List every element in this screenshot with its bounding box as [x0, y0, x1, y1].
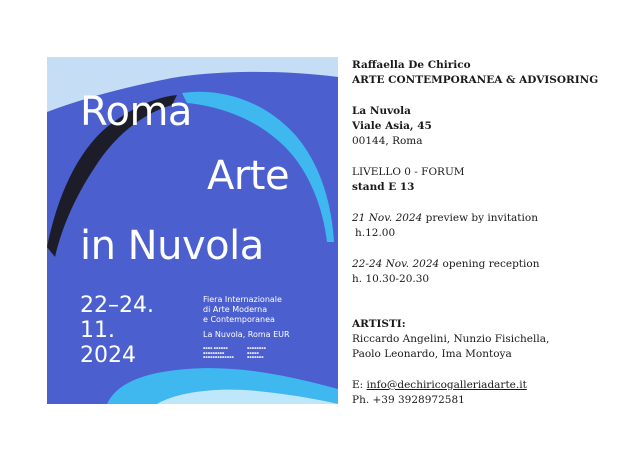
- poster-dates: [80, 293, 154, 368]
- email-line: [352, 378, 632, 393]
- artists-line-1: Riccardo Angelini, Nunzio Fisichella,: [352, 333, 550, 345]
- email-link[interactable]: info@dechiricogalleriadarte.it: [366, 379, 527, 391]
- artists-block: [352, 317, 632, 362]
- preview-time: h.12.00: [355, 227, 396, 239]
- opening-text: opening reception: [439, 258, 540, 270]
- opening-line: [352, 257, 632, 272]
- fair-line-3: e Contemporanea: [203, 315, 275, 324]
- fair-line-2: di Arte Moderna: [203, 305, 268, 314]
- exhibitor-info: [352, 58, 632, 424]
- artists-heading: ARTISTI:: [352, 318, 406, 330]
- gallery-block: [352, 58, 632, 88]
- preview-date: 21 Nov. 2024: [352, 212, 423, 224]
- level-label: LIVELLO 0 - FORUM: [352, 166, 465, 178]
- poster-fine-print-right: ▪▪▪▪▪▪▪▪ ▪▪▪▪▪ ▪▪▪▪▪▪▪: [247, 346, 266, 359]
- gallery-name: Raffaella De Chirico: [352, 59, 471, 71]
- poster-date-days: 22–24.: [80, 293, 154, 318]
- opening-date: 22-24 Nov. 2024: [352, 258, 440, 270]
- phone-number: Ph. +39 3928972581: [352, 394, 465, 406]
- artists-line-2: Paolo Leonardo, Ima Montoya: [352, 348, 512, 360]
- poster-title-in-nuvola: in Nuvola: [80, 223, 264, 269]
- opening-time: h. 10.30-20.30: [352, 273, 430, 285]
- opening-block: [352, 257, 632, 287]
- poster-fair-description: [203, 295, 290, 340]
- preview-block: [352, 211, 632, 241]
- stand-label: stand E 13: [352, 181, 415, 193]
- poster-date-month: 11.: [80, 318, 115, 343]
- email-prefix: E:: [352, 379, 367, 391]
- preview-text: preview by invitation: [422, 212, 538, 224]
- contact-block: [352, 378, 632, 408]
- preview-line: [352, 211, 632, 226]
- city-address: 00144, Roma: [352, 135, 423, 147]
- venue-name: La Nuvola: [352, 105, 411, 117]
- event-poster: [47, 57, 338, 404]
- poster-venue: La Nuvola, Roma EUR: [203, 330, 290, 339]
- poster-date-year: 2024: [80, 343, 136, 368]
- poster-title-arte: Arte: [207, 153, 290, 199]
- street-address: Viale Asia, 45: [352, 120, 432, 132]
- location-block: [352, 165, 632, 195]
- poster-title-roma: Roma: [80, 89, 192, 135]
- fair-line-1: Fiera Internazionale: [203, 295, 282, 304]
- address-block: [352, 104, 632, 149]
- poster-fine-print-left: ▪▪▪▪ ▪▪▪▪▪▪ ▪▪▪▪▪▪▪▪▪ ▪▪▪▪▪▪▪▪▪▪▪▪▪: [203, 346, 234, 359]
- gallery-subtitle: ARTE CONTEMPORANEA & ADVISORING: [352, 74, 599, 86]
